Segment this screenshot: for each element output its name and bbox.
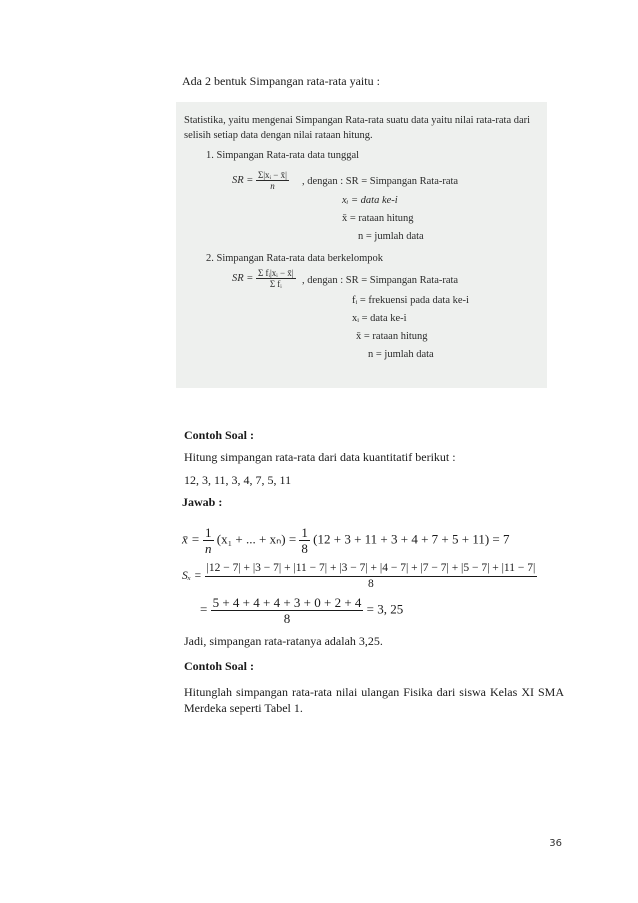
example1-heading: Contoh Soal : (184, 428, 255, 442)
item2-xbar: x̄ = rataan hitung (356, 331, 428, 342)
figure-line-1: Statistika, yaitu mengenai Simpangan Rata-rata suatu data yaitu nilai rata-rata dari (184, 115, 531, 126)
item1-xbar: x̄ = rataan hitung (342, 213, 414, 224)
formula-screenshot (176, 102, 547, 388)
item2-n: n = jumlah data (368, 349, 434, 360)
intro-text: Ada 2 bentuk Simpangan rata-rata yaitu : (182, 74, 380, 88)
example1-data: 12, 3, 11, 3, 4, 7, 5, 11 (184, 473, 292, 487)
answer-heading: Jawab : (182, 495, 223, 509)
sr-equation: Sₓ = |12 − 7| + |3 − 7| + |11 − 7| + |3 − 7| + |4 − 7| + |7 − 7| + |5 − 7| + |11 − 7| 8 (182, 562, 536, 590)
figure-line-2: selisih setiap data dengan nilai rataan hitung. (184, 130, 373, 141)
item1-title: 1. Simpangan Rata-rata data tunggal (206, 150, 360, 161)
item1-xi: xᵢ = data ke-i (342, 195, 398, 206)
page-number: 36 (549, 838, 562, 849)
item2-dengan: , dengan : SR = Simpangan Rata-rata (302, 275, 459, 286)
solution-equations (182, 525, 562, 625)
item1-formula: SR = $\frac{\text{Σ|xᵢ − x̄|}}{n}$ (232, 170, 287, 191)
item2-formula: SR = $\frac{\text{Σ fᵢ|xᵢ − x̄|}}{\text{Σ fᵢ}}$ (232, 268, 294, 289)
item2-title: 2. Simpangan Rata-rata data berkelompok (206, 253, 383, 264)
example2-line-2: Merdeka seperti Tabel 1. (184, 701, 303, 715)
sr-result-equation: = $\frac{5 + 4 + 4 + 4 + 3 + 0 + 2 + 4}{8}$ = 3, 25 (200, 595, 404, 626)
item2-fi: fᵢ = frekuensi pada data ke-i (352, 295, 469, 306)
item1-dengan: , dengan : SR = Simpangan Rata-rata (302, 176, 459, 187)
conclusion-text: Jadi, simpangan rata-ratanya adalah 3,25. (184, 634, 383, 648)
example1-question: Hitung simpangan rata-rata dari data kuantitatif berikut : (184, 450, 456, 464)
mean-equation: x̄ = $\frac{1}{n}$ (x₁ + ... + xₙ) = $\frac{1}{8}$ (12 + 3 + 11 + 3 + 4 + 7 + 5 + 11) = 7 (182, 525, 510, 556)
example2-line-1: Hitunglah simpangan rata-rata nilai ulangan Fisika dari siswa Kelas XI SMA (184, 685, 564, 699)
example2-heading: Contoh Soal : (184, 659, 255, 673)
item2-xi: xᵢ = data ke-i (352, 313, 407, 324)
item1-n: n = jumlah data (358, 231, 424, 242)
